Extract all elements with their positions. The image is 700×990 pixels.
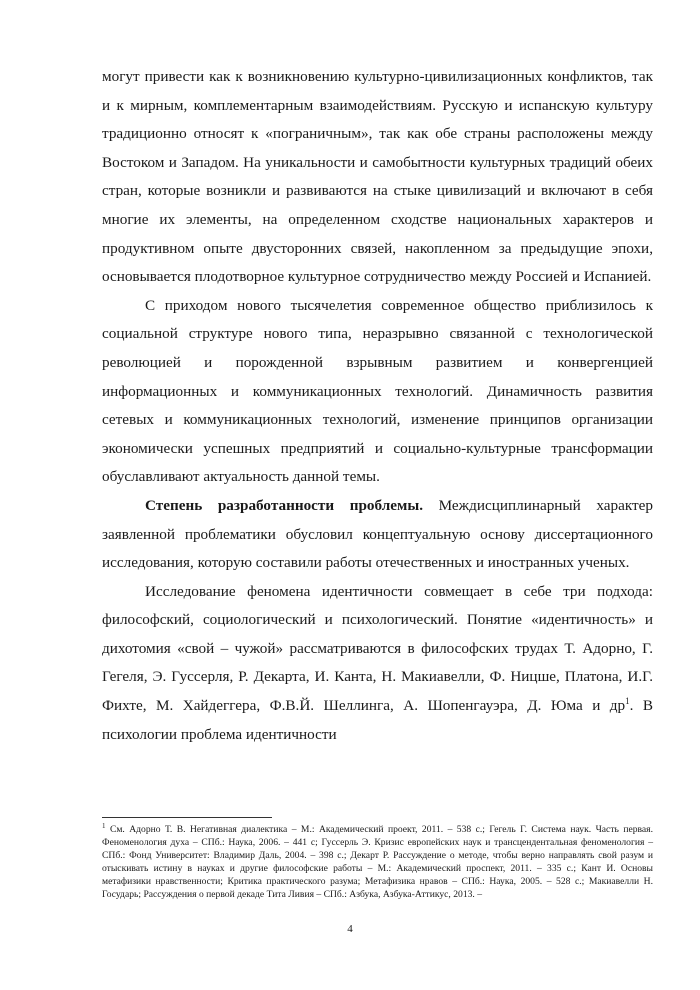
paragraph-2: С приходом нового тысячелетия современное общество приблизилось к социальной структуре нового типа, неразрывно связанной с технологической революцией и порожденной взрывным развитием и конвергенцией информационных и коммуникационных технологий. Динамичность развития сетевых и коммуникационных технологий, изменение принципов организации экономически успешных предприятий и социально-культурные трансформации обуславливают актуальность данной темы. xyxy=(102,296,653,486)
paragraph-3 xyxy=(102,492,653,578)
paragraph-3-text: Междисциплинарный характер заявленной проблематики обусловил концептуальную основу диссертационного исследования, которую составили работы отечественных и иностранных ученых. xyxy=(102,496,653,572)
paragraph-4-text: Исследование феномена идентичности совмещает в себе три подхода: философский, социологический и психологический. Понятие «идентичность» и дихотомия «свой – чужой» рассматриваются в философских трудах Т. Адорно, Г. Гегеля, Э. Гуссерля, Р. Декарта, И. Канта, Н. Макиавелли, Ф. Ницше, Платона, И.Г. Фихте, М. Хайдеггера, Ф.В.Й. Шеллинга, А. Шопенгауэра, Д. Юма и др xyxy=(102,582,653,715)
footnote-reference[interactable]: 1 xyxy=(625,696,630,706)
footnote xyxy=(102,823,653,902)
paragraph-4-text-after: . В психологии проблема идентичности xyxy=(102,697,653,743)
body-text xyxy=(102,63,653,749)
paragraph-4 xyxy=(102,578,653,750)
page-number: 4 xyxy=(347,923,353,935)
footnote-text: См. Адорно Т. В. Негативная диалектика – М.: Академический проект, 2011. – 538 с.; Гегель Г. Система наук. Часть первая. Феноменология духа – СПб.: Наука, 2006. – 441 с; Гуссерль Э. Кризис европейских наук и трансцендентальная феноменология – СПб.: Фонд Университет: Владимир Даль, 2004. – 398 с.; Декарт Р. Рассуждение о методе, чтобы верно направлять свой разум и отыскивать истину в науках и другие философские работы – М.: Академический проспект, 2011. – 335 с.; Кант И. Основы метафизики нравственности; Критика практического разума; Метафизика нравов – СПб.: Наука, 2005. – 528 с.; Макиавелли Н. Государь; Рассуждения о первой декаде Тита Ливия – СПб.: Азбука, Азбука-Аттикус, 2013. – xyxy=(102,824,653,901)
footnote-separator xyxy=(102,817,272,818)
footnote-marker: 1 xyxy=(102,821,106,830)
paragraph-3-bold-lead: Степень разработанности проблемы. xyxy=(145,496,423,514)
paragraph-1: могут привести как к возникновению культурно-цивилизационных конфликтов, так и к мирным, комплементарным взаимодействиям. Русскую и испанскую культуру традиционно относят к «пограничным», так как обе страны расположены между Востоком и Западом. На уникальности и самобытности культурных традиций обеих стран, которые возникли и развиваются на стыке цивилизаций и включают в себя многие их элементы, на определенном сходстве национальных характеров и продуктивном опыте двусторонних связей, накопленном за предыдущие эпохи, основывается плодотворное культурное сотрудничество между Россией и Испанией. xyxy=(102,68,653,286)
